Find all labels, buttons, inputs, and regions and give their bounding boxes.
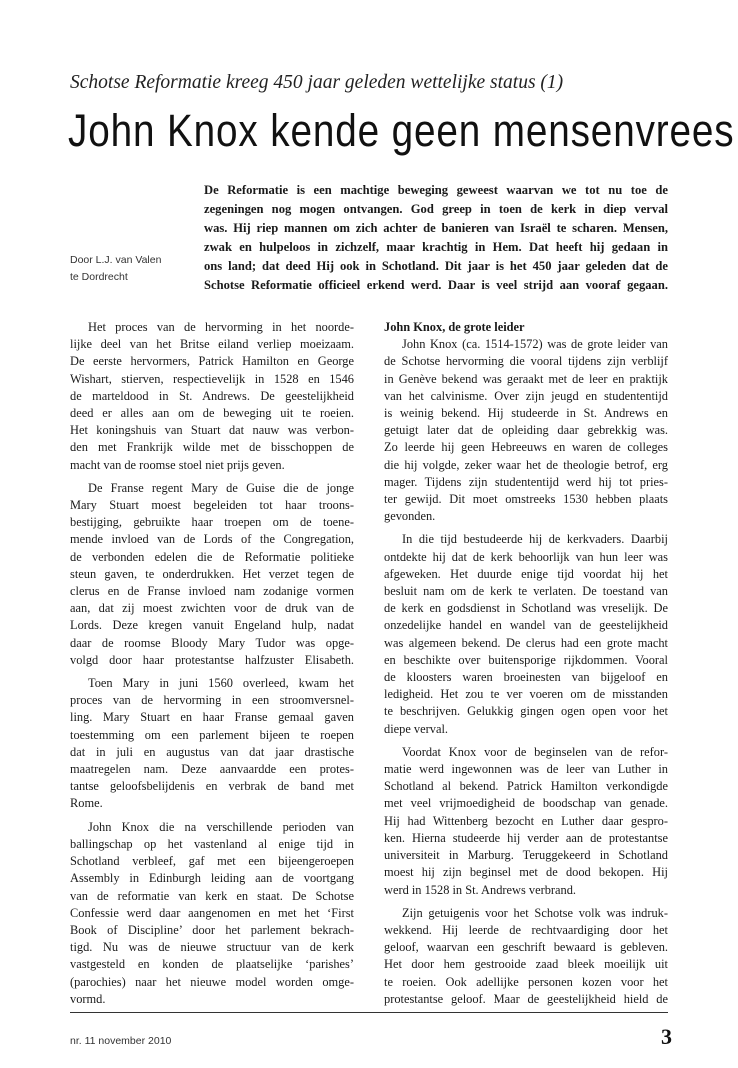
text-line: Confessie werd daar aangenomen en met het ‘First	[70, 905, 354, 920]
text-line: maatregelen nam. Deze aanvaardde een protes-	[70, 762, 354, 777]
text-line: Lords. Deze kregen vanuit Engeland hulp, nadat	[70, 618, 354, 633]
article-intro	[204, 181, 668, 296]
text-line: Rome.	[70, 796, 103, 811]
text-line: gevonden.	[384, 509, 436, 524]
text-line: was algemeen bekend. De clerus had een grote macht	[384, 635, 668, 650]
footer-divider	[70, 1012, 668, 1013]
text-line: de verbonden edelen die de Reformatie politieke	[70, 549, 354, 564]
text-line: steun gaven, te onderdrukken. Het verzet tegen de	[70, 566, 354, 581]
text-line: tantse geloofsbelijdenis en verbrak de band met	[70, 779, 354, 794]
text-line: vormd.	[70, 991, 106, 1006]
text-line: den met Frankrijk wilde met de bisschoppen de	[70, 440, 354, 455]
text-line: lijke deel van het Britse eiland verliep moeizaam.	[70, 337, 354, 352]
text-line: geloof, waarvan een geschrift bewaard is gebleven.	[384, 940, 668, 955]
intro-line: ons land; dat deed Hij ook in Schotland. Dit jaar is het 450 jaar geleden dat de	[204, 259, 668, 274]
text-line: de kloosters waren broeinesten van bijgeloof en	[384, 670, 668, 685]
text-line: te beschrijven. Gelukkig gingen ogen open voor het	[384, 704, 668, 719]
text-line: werd in 1528 in St. Andrews verbrand.	[384, 882, 577, 897]
text-line: aan, dat zij moest zwichten voor de druk van de	[70, 601, 354, 616]
text-line: bestijging, gebruikte haar troepen om de toene-	[70, 515, 354, 530]
text-line: De Franse regent Mary de Guise die de jonge	[88, 480, 354, 495]
text-line: De eerste hervormers, Patrick Hamilton en George	[70, 354, 354, 369]
text-line: ontdekte hij dat de kerk behoorlijk van hun leer was	[384, 549, 668, 564]
right-column-body	[384, 336, 668, 1008]
text-line: en beschikte over buitensporige rijkdommen. Vooral	[384, 652, 668, 667]
text-line: in Genève bekend was geraakt met de leer en praktijk	[384, 371, 668, 386]
text-line: Wishart, stierven, respectievelijk in 1528 en 1546	[70, 371, 354, 386]
text-line: onzedelijke handel en wandel van de geestelijkheid	[384, 618, 668, 633]
text-line: (parochies) naar het nieuwe model worden omge-	[70, 974, 354, 989]
text-line: John Knox (ca. 1514-1572) was de grote leider van	[402, 337, 668, 352]
text-line: clerus en de Franse invloed nam zodanige vormen	[70, 584, 354, 599]
text-line: mager. Tijdens zijn studententijd werd hij tot pries-	[384, 474, 668, 489]
text-line: moest hij zijn beginsel met de dood bekopen. Hij	[384, 865, 668, 880]
article-title: John Knox kende geen mensenvrees	[68, 105, 735, 156]
text-line: deed er alles aan om de beweging uit te roeien.	[70, 406, 354, 421]
text-line: ken. Hierna studeerde hij verder aan de protestantse	[384, 830, 668, 845]
text-line: besluit nam om de kerk te verlaten. De toestand van	[384, 584, 668, 599]
text-line: de kerk en godsdienst in Schotland was vreselijk. De	[384, 601, 668, 616]
byline-place: te Dordrecht	[70, 270, 128, 283]
text-line: vastgesteld en konden de plaatselijke ‘parishes’	[70, 957, 354, 972]
text-line: Zijn getuigenis voor het Schotse volk was indruk-	[402, 905, 668, 920]
article-subtitle: Schotse Reformatie kreeg 450 jaar geleden wettelijke status (1)	[70, 72, 564, 93]
text-line: ter gewijd. Dit moet omstreeks 1530 hebben plaats	[384, 492, 668, 507]
text-line: afgeweken. Het duurde enige tijd voordat hij het	[384, 566, 668, 581]
intro-line: zegeningen nog mogen ontvangen. God greep in toen de kerk in diep verval	[204, 202, 668, 217]
text-line: van de reformatie van kerk en staat. De Schotse	[70, 888, 354, 903]
text-line: Het koningshuis van Stuart dat nauw was verbon-	[70, 423, 354, 438]
text-line: de marteldood in St. Andrews. De geestelijkheid	[70, 388, 354, 403]
text-line: te roeien. Ook adellijke personen kozen voor het	[384, 974, 668, 989]
text-line: wekkend. Hij leerde de rechtvaardiging door het	[384, 922, 668, 937]
intro-line: De Reformatie is een machtige beweging geweest waarvan we tot nu toe de	[204, 183, 668, 197]
text-line: Het door hem gestrooide zaad bleek moeilijk uit	[384, 957, 668, 972]
text-line: met veel vrijmoedigheid de boodschap van genade.	[384, 796, 668, 811]
text-line: universiteit in Marburg. Teruggekeerd in Schotland	[384, 848, 668, 863]
section-heading: John Knox, de grote leider	[384, 320, 525, 334]
right-column	[384, 319, 668, 1008]
byline-author: Door L.J. van Valen	[70, 254, 162, 266]
text-line: volgd door haar protestantse halfzuster Elisabeth.	[70, 652, 354, 667]
text-line: Voordat Knox voor de beginselen van de refor-	[402, 744, 668, 759]
text-line: In die tijd bestudeerde hij de kerkvaders. Daarbij	[402, 532, 668, 547]
text-line: ballingschap op het vastenland al enige tijd in	[70, 836, 354, 851]
text-line: dat in juli en augustus van dat jaar drastische	[70, 744, 354, 759]
text-line: macht van de roomse stoel niet prijs geven.	[70, 457, 285, 472]
intro-line: Schotse Reformatie officieel erkend werd. Daar is veel strijd aan vooraf gegaan.	[204, 278, 668, 293]
text-line: mende invloed van de Lords of the Congregation,	[70, 532, 354, 547]
byline	[70, 252, 190, 285]
text-line: matie werd ingewonnen was de leer van Luther in	[384, 762, 668, 777]
text-line: getuigt later dat de opleiding daar gebrekkig was.	[384, 423, 668, 438]
intro-line: was. Hij riep mannen om zich achter de banieren van Israël te scharen. Mensen,	[204, 221, 668, 236]
text-line: ledigheid. Het zou te ver voeren om de misstanden	[384, 687, 668, 702]
text-line: protestantse geloof. Maar de geestelijkheid hield de	[384, 991, 668, 1006]
text-line: Book of Discipline’ door het parlement bekrach-	[70, 922, 354, 937]
text-line: Schotland al bekend. Patrick Hamilton verkondigde	[384, 779, 668, 794]
text-line: John Knox die na verschillende perioden van	[88, 819, 354, 834]
text-line: Assembly in Edinburgh leiding aan de voortgang	[70, 871, 354, 886]
text-line: Hij had Wittenberg bezocht en Luther daar gespro-	[384, 813, 668, 828]
text-line: Schotland verbleef, gaf met een bijeengeroepen	[70, 854, 354, 869]
page-number: 3	[661, 1024, 672, 1049]
text-line: is weinig bekend. Hij studeerde in St. Andrews en	[384, 406, 668, 421]
text-line: Het proces van de hervorming in het noorde-	[88, 320, 354, 334]
text-line: ling. Mary Stuart en haar Franse gemaal gaven	[70, 710, 354, 725]
intro-line: zwak en hulpeloos in zichzelf, maar krachtig in Hem. Dat heeft hij gedaan in	[204, 240, 668, 255]
text-line: Zo leerde hij geen Hebreeuws en waren de colleges	[384, 440, 668, 455]
text-line: proces van de hervorming in een stroomversnel-	[70, 693, 354, 708]
text-line: Toen Mary in juni 1560 overleed, kwam het	[88, 676, 354, 691]
left-column	[70, 319, 354, 1008]
text-line: die hij volgde, zeker waar het de theologie betrof, erg	[384, 457, 668, 472]
text-line: diepe verval.	[384, 721, 448, 736]
text-line: de Schotse hervorming die vooral tijdens zijn verblijf	[384, 354, 668, 369]
footer-issue: nr. 11 november 2010	[70, 1035, 172, 1047]
text-line: tigd. Nu was de nieuwe structuur van de kerk	[70, 940, 354, 955]
text-line: Mary Stuart moest begeleiden tot haar troons-	[70, 498, 354, 513]
text-line: toestemming om een parlement bijeen te roepen	[70, 727, 354, 742]
text-line: van het calvinisme. Over zijn jeugd en studententijd	[384, 388, 668, 403]
text-line: daar de roomse Bloody Mary Tudor was opge-	[70, 635, 354, 650]
